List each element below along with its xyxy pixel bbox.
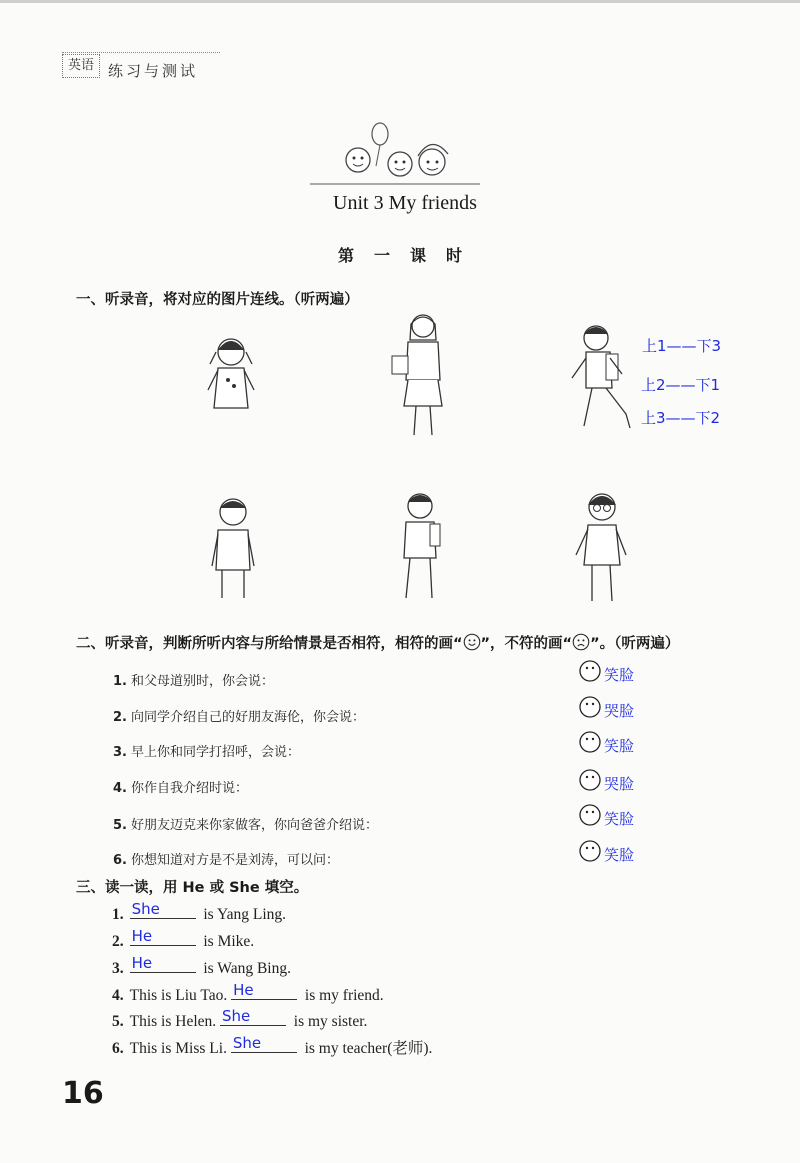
item-text: 你作自我介绍时说： (130, 781, 248, 796)
lesson-title: 第一课时 (337, 246, 482, 265)
item-number: 2. (113, 710, 127, 725)
item-number: 5. (112, 1013, 124, 1030)
item-text: 早上你和同学打招呼，会说： (130, 745, 300, 760)
match-answer-1: 上1——下3 (642, 337, 722, 355)
item-number: 4. (112, 987, 124, 1004)
fill-item-3 (112, 954, 291, 978)
unit-title: Unit 3 My friends (333, 192, 477, 214)
item-number: 6. (112, 1040, 124, 1057)
judge-item-4 (113, 777, 248, 796)
match-answer-2: 上2——下1 (641, 376, 721, 394)
fill-item-2 (112, 927, 254, 951)
answer-circle-icon (579, 769, 601, 791)
kids-banner-illustration (310, 120, 480, 186)
boy-figure-bottom-2 (378, 488, 468, 612)
answer-text: He (131, 927, 153, 945)
item-number: 6. (113, 853, 127, 868)
item-number: 1. (113, 674, 127, 689)
judge-answer-6: 笑脸 (604, 846, 635, 864)
item-text: 你想知道对方是不是刘涛，可以问： (130, 853, 339, 868)
item-number: 2. (112, 933, 124, 950)
answer-text: He (233, 981, 254, 999)
item-text-after: is Yang Ling. (203, 906, 287, 923)
book-title: 练习与测试 (108, 62, 199, 80)
item-text-after: is my sister. (293, 1013, 368, 1030)
item-number: 5. (113, 818, 127, 833)
judge-item-5 (113, 814, 378, 833)
sad-face-icon (572, 633, 590, 651)
item-text-before: This is Liu Tao. (129, 987, 228, 1004)
answer-blank[interactable] (231, 981, 297, 1000)
judge-answer-3: 笑脸 (604, 737, 635, 755)
section2-title-part3: ”。（听两遍） (590, 636, 680, 652)
woman-figure-top (378, 310, 468, 445)
judge-item-6 (113, 849, 339, 868)
answer-blank[interactable] (130, 900, 196, 919)
answer-blank[interactable] (130, 954, 196, 973)
subject-label: 英语 (62, 54, 100, 78)
section3-title: 三、读一读，用 He 或 She 填空。 (76, 880, 309, 896)
item-number: 3. (112, 960, 124, 977)
answer-circle-icon (579, 804, 601, 826)
section2-title (76, 632, 679, 653)
judge-answer-5: 笑脸 (604, 810, 635, 828)
item-text: 和父母道别时，你会说： (130, 674, 274, 689)
match-answer-3: 上3——下2 (641, 409, 721, 427)
answer-text: She (131, 900, 160, 918)
answer-text: She (232, 1034, 262, 1052)
answer-text: She (222, 1007, 251, 1025)
header-divider (62, 52, 220, 53)
item-text-before: This is Helen. (129, 1013, 217, 1030)
answer-circle-icon (579, 840, 601, 862)
judge-answer-2: 哭脸 (604, 702, 635, 720)
judge-item-3 (113, 741, 300, 760)
item-text-after: is my teacher(老师). (304, 1040, 433, 1057)
item-number: 4. (113, 781, 127, 796)
item-text-before: This is Miss Li. (129, 1040, 227, 1057)
section2-title-part2: ”，不符的画“ (480, 636, 573, 652)
answer-circle-icon (579, 696, 601, 718)
answer-circle-icon (579, 731, 601, 753)
boy-figure-bottom-1 (188, 490, 278, 610)
item-text-after: is Wang Bing. (203, 960, 291, 977)
girl-glasses-figure-bottom (566, 485, 656, 613)
fill-item-6 (112, 1034, 432, 1058)
judge-answer-4: 哭脸 (604, 775, 635, 793)
smile-face-icon (463, 633, 481, 651)
item-text: 好朋友迈克来你家做客，你向爸爸介绍说： (130, 818, 378, 833)
girl-figure-top (186, 330, 276, 450)
answer-blank[interactable] (220, 1007, 286, 1026)
answer-blank[interactable] (231, 1034, 297, 1053)
item-text-after: is my friend. (304, 987, 384, 1004)
judge-item-2 (113, 706, 365, 725)
fill-item-4 (112, 981, 384, 1005)
answer-circle-icon (579, 660, 601, 682)
judge-answer-1: 笑脸 (604, 666, 635, 684)
fill-item-1 (112, 900, 286, 924)
answer-text: He (131, 954, 153, 972)
section1-title: 一、听录音，将对应的图片连线。（听两遍） (76, 292, 359, 308)
item-number: 1. (112, 906, 124, 923)
item-text: 向同学介绍自己的好朋友海伦，你会说： (130, 710, 365, 725)
answer-blank[interactable] (130, 927, 196, 946)
section2-title-part1: 二、听录音，判断所听内容与所给情景是否相符，相符的画“ (76, 636, 463, 652)
fill-item-5 (112, 1007, 367, 1031)
item-text-after: is Mike. (203, 933, 255, 950)
item-number: 3. (113, 745, 127, 760)
top-edge (0, 0, 800, 3)
judge-item-1 (113, 670, 274, 689)
page-number: 16 (62, 1076, 104, 1111)
